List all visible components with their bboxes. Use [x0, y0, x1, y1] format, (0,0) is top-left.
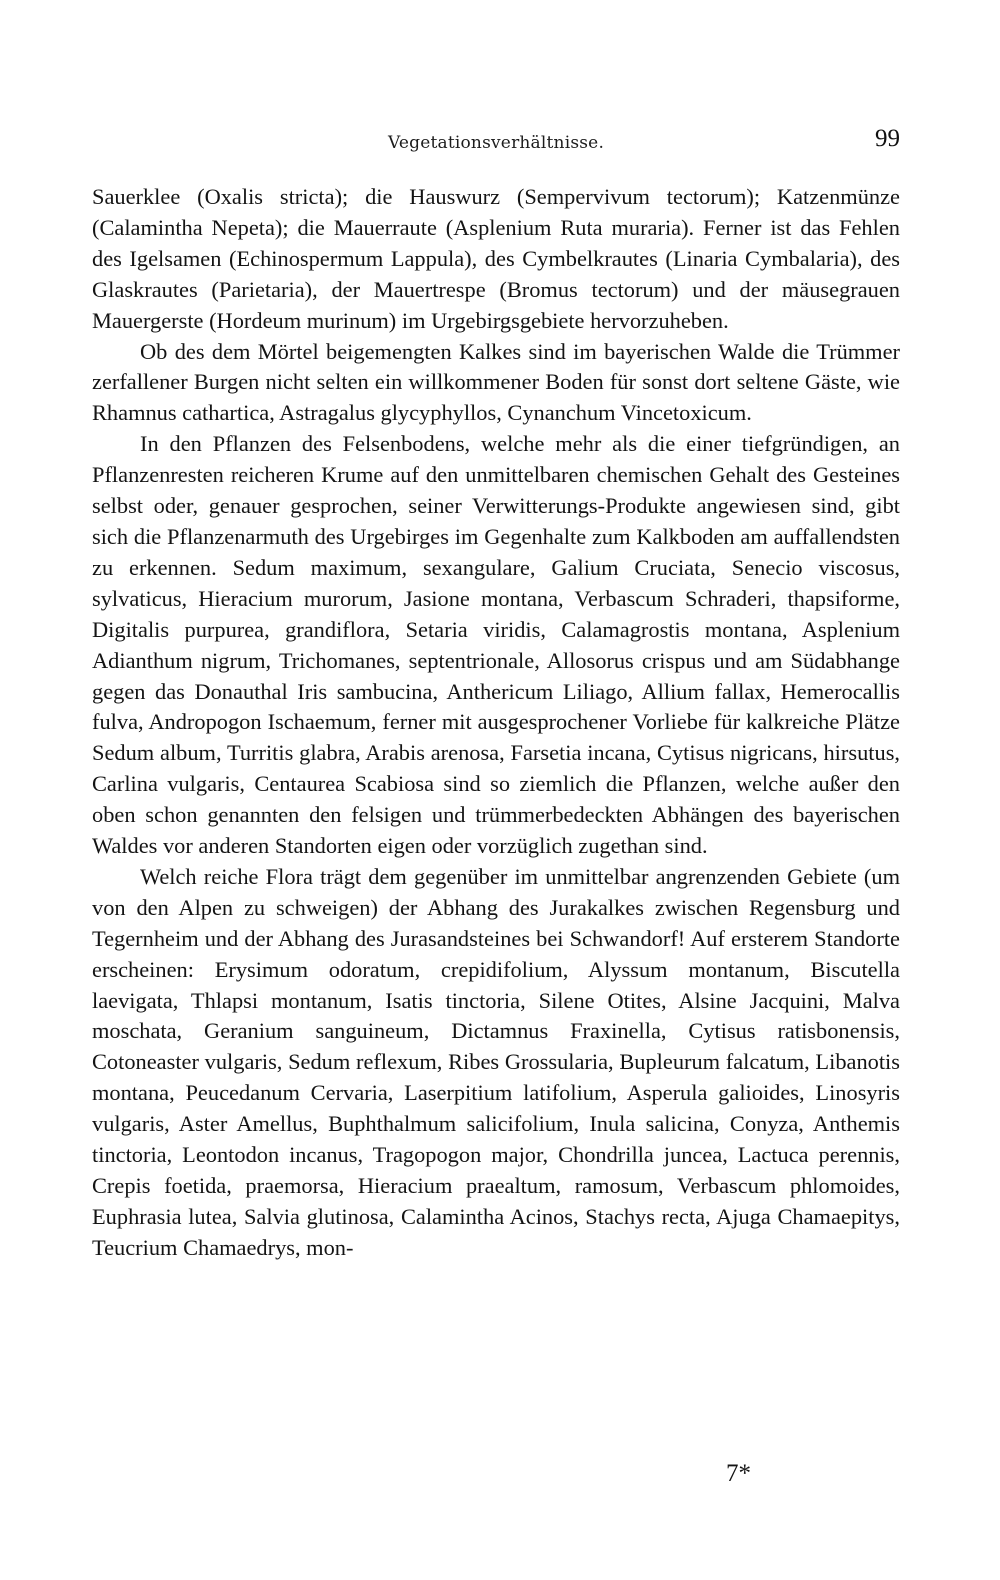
body-text: [92, 182, 900, 1264]
paragraph-jura-flora: Welch reiche Flora trägt dem gegenüber im unmittelbar angrenzenden Gebiete (um von den Alpen zu schweigen) der Abhang des Jurakalkes zwischen Regensburg und Tegernheim und der Abhang des Jurasandsteines bei Schwandorf! Auf ersterem Standorte erscheinen: Erysimum odoratum, crepidifolium, Alyssum montanum, Biscutella laevigata, Thlapsi montanum, Isatis tinctoria, Silene Otites, Alsine Jacquini, Malva moschata, Geranium sanguineum, Dictamnus Fraxinella, Cytisus ratisbonensis, Cotoneaster vulgaris, Sedum reflexum, Ribes Grossularia, Bupleurum falcatum, Libanotis montana, Peucedanum Cervaria, Laserpitium latifolium, Asperula galioides, Linosyris vulgaris, Aster Amellus, Buphthalmum salicifolium, Inula salicina, Conyza, Anthemis tinctoria, Leontodon incanus, Tragopogon major, Chondrilla juncea, Lactuca perennis, Crepis foetida, praemorsa, Hieracium praealtum, ramosum, Verbascum phlomoides, Euphrasia lutea, Salvia glutinosa, Calamintha Acinos, Stachys recta, Ajuga Chamaepitys, Teucrium Chamaedrys, mon-: [92, 863, 900, 1260]
paragraph-castle-ruins: Ob des dem Mörtel beigemengten Kalkes sind im bayerischen Walde die Trümmer zerfallener Burgen nicht selten ein willkommener Boden für sonst dort seltene Gäste, wie Rhamnus cathartica, Astragalus glycyphyllos, Cynanchum Vincetoxicum.: [92, 338, 900, 426]
page-number: 99: [875, 125, 900, 152]
paragraph-continuation: Sauerklee (Oxalis stricta); die Hauswurz (Sempervivum tectorum); Katzenmünze (Calamintha Nepeta); die Mauerraute (Asplenium Ruta muraria). Ferner ist das Fehlen des Igelsamen (Echinospermum Lappula), des Cymbelkrautes (Linaria Cymbalaria), des Glaskrautes (Parietaria), der Mauertrespe (Bromus tectorum) und der mäusegrauen Mauergerste (Hordeum murinum) im Urgebirgsgebiete hervorzuheben.: [92, 184, 900, 333]
page-header: [92, 125, 900, 165]
printer-signature-mark: 7*: [726, 1460, 751, 1487]
paragraph-rock-soil-plants: In den Pflanzen des Felsenbodens, welche mehr als die einer tiefgründigen, an Pflanzenresten reicheren Krume auf den unmittelbaren chemischen Gehalt des Gesteines selbst oder, genauer gesprochen, seiner Verwitterungs-Produkte angewiesen sind, gibt sich die Pflanzenarmuth des Urgebirges im Gegenhalte zum Kalkboden am auffallendsten zu erkennen. Sedum maximum, sexangulare, Galium Cruciata, Senecio viscosus, sylvaticus, Hieracium murorum, Jasione montana, Verbascum Schraderi, thapsiforme, Digitalis purpurea, grandiflora, Setaria viridis, Calamagrostis montana, Asplenium Adianthum nigrum, Trichomanes, septentrionale, Allosorus crispus und am Südabhange gegen das Donauthal Iris sambucina, Anthericum Liliago, Allium fallax, Hemerocallis fulva, Andropogon Ischaemum, ferner mit ausgesprochener Vorliebe für kalkreiche Plätze Sedum album, Turritis glabra, Arabis arenosa, Farsetia incana, Cytisus nigricans, hirsutus, Carlina vulgaris, Centaurea Scabiosa sind so ziemlich die Pflanzen, welche außer den oben schon genannten den felsigen und trümmerbedeckten Abhängen des bayerischen Waldes vor anderen Standorten eigen oder vorzüglich zugethan sind.: [92, 431, 900, 859]
running-head: Vegetationsverhältnisse.: [387, 133, 605, 153]
